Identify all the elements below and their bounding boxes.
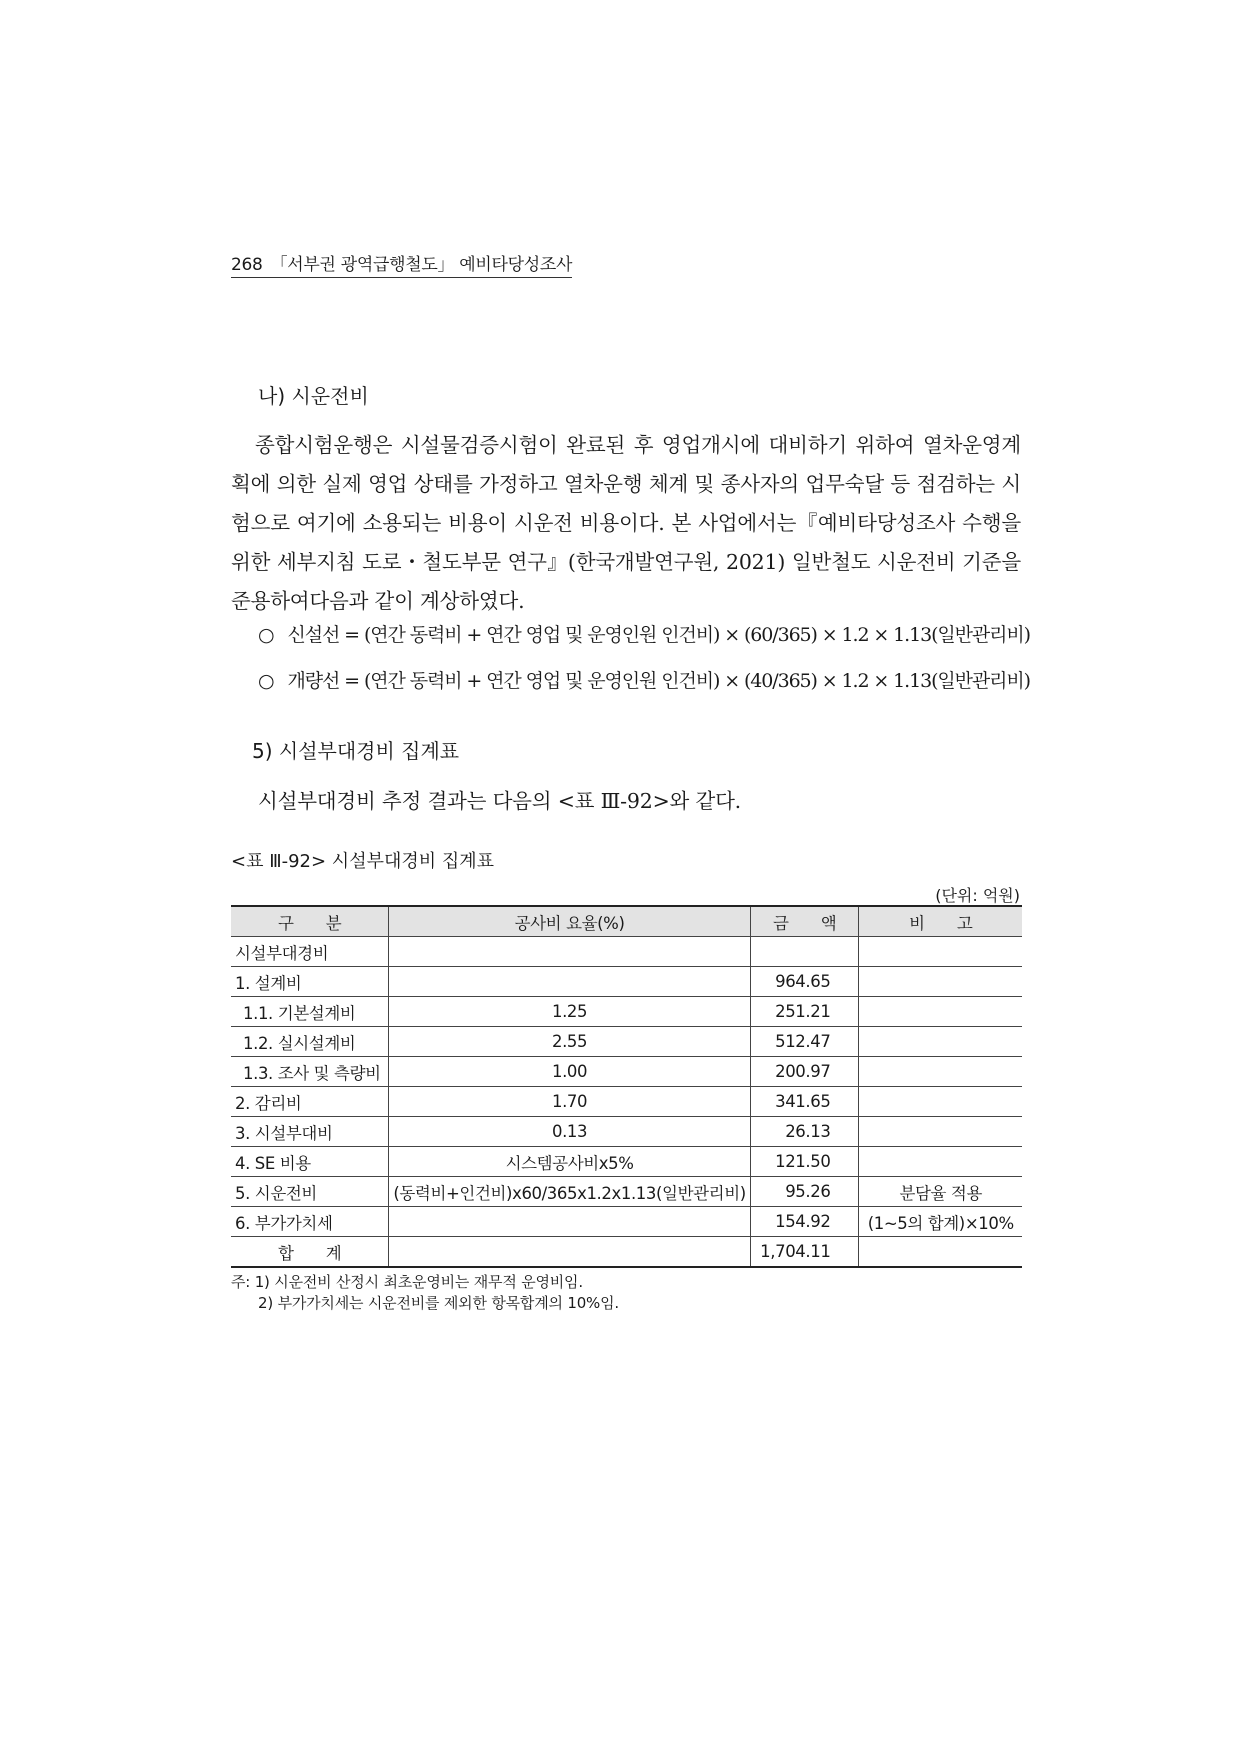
cell-amount: 121.50	[750, 1147, 859, 1177]
table-header-row	[231, 906, 1022, 937]
cell-note	[859, 1027, 1022, 1057]
formula-upgrade-text: 개량선 = (연간 동력비 + 연간 영업 및 운영인원 인건비) × (40/365) × 1.2 × 1.13(일반관리비)	[287, 670, 1030, 692]
paragraph-text: 종합시험운행은 시설물검증시험이 완료된 후 영업개시에 대비하기 위하여 열차운영계획에 의한 실제 영업 상태를 가정하고 열차운행 체계 및 종사자의 업무숙달 등 점검하는 시험으로 여기에 소용되는 비용이 시운전 비용이다. 본 사업에서는『예비타당성조사 수행을 위한 세부지침 도로・철도부문 연구』(한국개발연구원, 2021) 일반철도 시운전비 기준을 준용하여다음과 같이 계상하였다.	[231, 433, 1021, 613]
cell-rate	[389, 967, 750, 997]
formula-new-line	[258, 620, 1030, 647]
cell-category: 6. 부가가치세	[231, 1207, 389, 1237]
page-header	[231, 250, 572, 278]
cell-category: 시설부대경비	[231, 937, 389, 967]
cell-rate: (동력비+인건비)x60/365x1.2x1.13(일반관리비)	[389, 1177, 750, 1207]
cell-category: 1.3. 조사 및 측량비	[231, 1057, 389, 1087]
cell-note	[859, 1117, 1022, 1147]
body-paragraph	[231, 426, 1021, 621]
cell-rate: 1.70	[389, 1087, 750, 1117]
report-title: 「서부권 광역급행철도」 예비타당성조사	[270, 255, 573, 275]
cell-amount	[750, 937, 859, 967]
cell-rate	[389, 1207, 750, 1237]
cell-amount: 1,704.11	[750, 1237, 859, 1268]
cell-rate: 1.25	[389, 997, 750, 1027]
cell-rate: 0.13	[389, 1117, 750, 1147]
table-row	[231, 967, 1022, 997]
table-unit: (단위: 억원)	[935, 886, 1020, 905]
cell-category: 1.1. 기본설계비	[231, 997, 389, 1027]
header-note: 비 고	[859, 906, 1022, 937]
cell-rate	[389, 937, 750, 967]
table-row	[231, 1177, 1022, 1207]
header-rate: 공사비 요율(%)	[389, 906, 750, 937]
bullet-circle-icon: ○	[258, 624, 274, 646]
cell-rate: 2.55	[389, 1027, 750, 1057]
cell-note: (1~5의 합계)×10%	[859, 1207, 1022, 1237]
footnote-1: 주: 1) 시운전비 산정시 최초운영비는 재무적 운영비임.	[231, 1273, 583, 1291]
section-intro: 시설부대경비 추정 결과는 다음의 <표 Ⅲ-92>와 같다.	[258, 789, 742, 813]
formula-upgrade-line	[258, 666, 1030, 693]
cell-category: 5. 시운전비	[231, 1177, 389, 1207]
cell-amount: 154.92	[750, 1207, 859, 1237]
cell-amount: 512.47	[750, 1027, 859, 1057]
page-number: 268	[231, 255, 263, 275]
section-heading-na: 나) 시운전비	[258, 384, 369, 408]
cell-category: 1. 설계비	[231, 967, 389, 997]
table-row	[231, 1117, 1022, 1147]
cell-amount: 26.13	[750, 1117, 859, 1147]
footnotes	[231, 1272, 619, 1314]
footnote-2: 2) 부가가치세는 시운전비를 제외한 항목합계의 10%임.	[258, 1294, 619, 1312]
table-row	[231, 997, 1022, 1027]
cell-amount: 341.65	[750, 1087, 859, 1117]
cell-note	[859, 1087, 1022, 1117]
table-row	[231, 1087, 1022, 1117]
bullet-circle-icon: ○	[258, 670, 274, 692]
cell-note	[859, 1237, 1022, 1268]
cell-category: 1.2. 실시설계비	[231, 1027, 389, 1057]
cell-amount: 964.65	[750, 967, 859, 997]
formula-new-text: 신설선 = (연간 동력비 + 연간 영업 및 운영인원 인건비) × (60/365) × 1.2 × 1.13(일반관리비)	[287, 624, 1030, 646]
table-row	[231, 1207, 1022, 1237]
cell-note	[859, 967, 1022, 997]
cost-summary-table	[231, 905, 1022, 1268]
cell-rate: 시스템공사비x5%	[389, 1147, 750, 1177]
cell-note	[859, 1147, 1022, 1177]
cell-amount: 200.97	[750, 1057, 859, 1087]
table-row	[231, 1147, 1022, 1177]
cell-note: 분담율 적용	[859, 1177, 1022, 1207]
section-heading-5: 5) 시설부대경비 집계표	[252, 739, 460, 763]
cell-category: 4. SE 비용	[231, 1147, 389, 1177]
cell-category: 3. 시설부대비	[231, 1117, 389, 1147]
table-row	[231, 1057, 1022, 1087]
header-category: 구 분	[231, 906, 389, 937]
cell-rate: 1.00	[389, 1057, 750, 1087]
cell-rate	[389, 1237, 750, 1268]
cell-note	[859, 997, 1022, 1027]
cell-note	[859, 937, 1022, 967]
cell-category: 2. 감리비	[231, 1087, 389, 1117]
cell-amount: 251.21	[750, 997, 859, 1027]
table-row	[231, 1027, 1022, 1057]
cell-amount: 95.26	[750, 1177, 859, 1207]
header-amount: 금 액	[750, 906, 859, 937]
table-total-row	[231, 1237, 1022, 1268]
cell-note	[859, 1057, 1022, 1087]
table-row	[231, 937, 1022, 967]
cell-category: 합 계	[231, 1237, 389, 1268]
table-caption: <표 Ⅲ-92> 시설부대경비 집계표	[231, 851, 495, 872]
